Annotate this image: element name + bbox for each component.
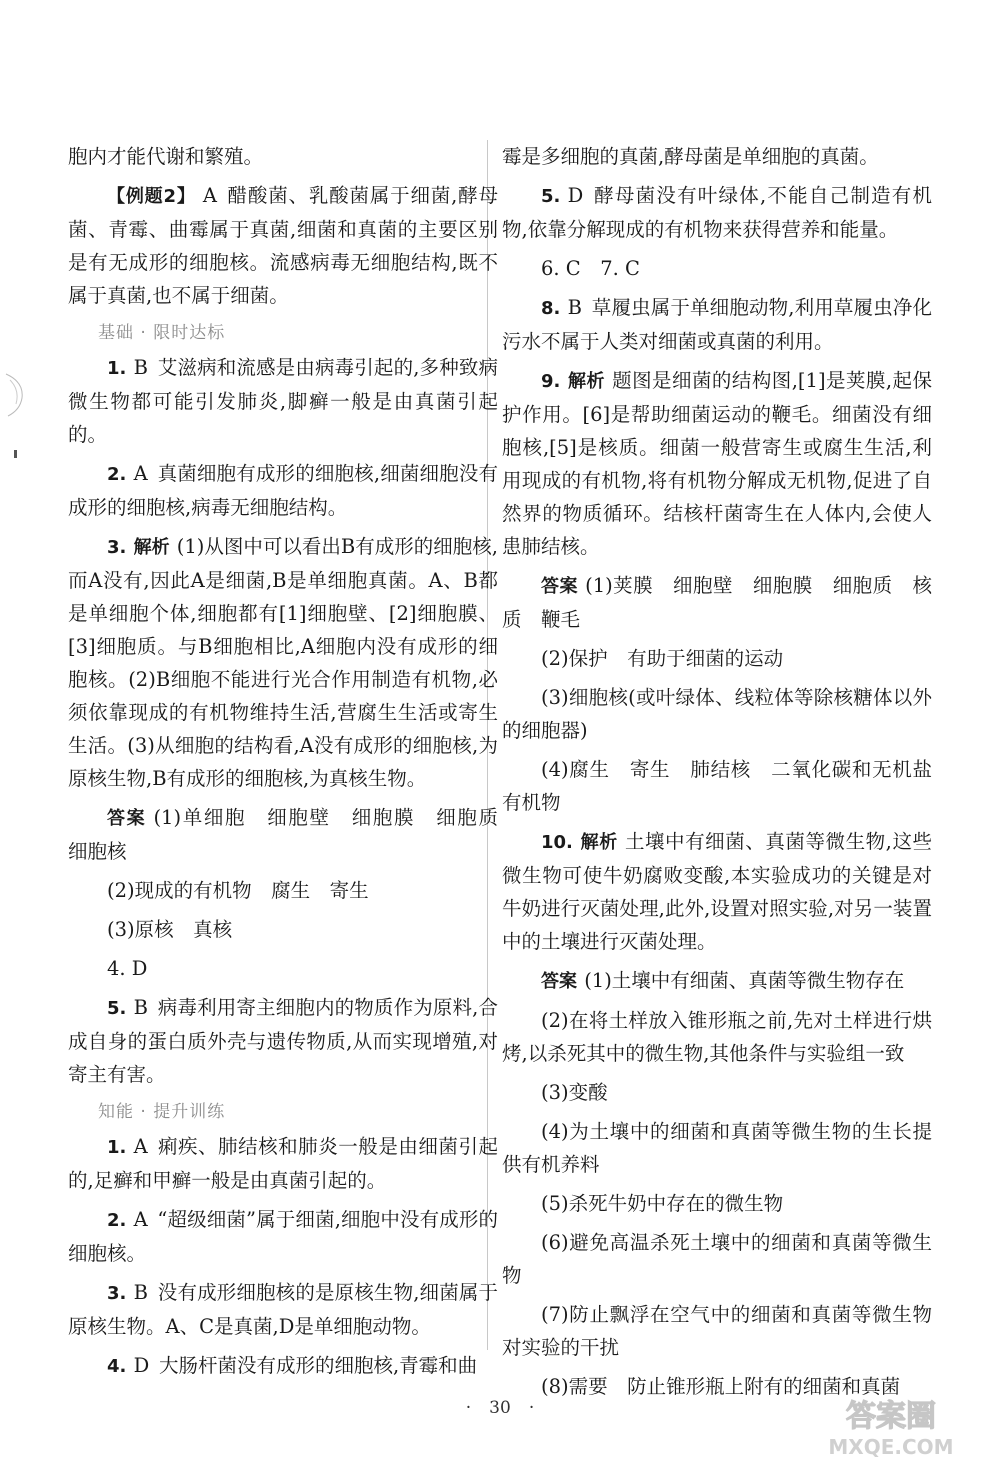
right-column — [502, 140, 952, 1409]
watermark-logo — [803, 1388, 978, 1463]
question-k9: 9. 解析 题图是细菌的结构图,[1]是荚膜,起保护作用。[6]是帮助细菌运动的鞭毛。细菌没有细胞核,[5]是核质。细菌一般营寄生或腐生生活,利用现成的有机物,将有机物分解成无机物,促进了自然界的物质循环。结核杆菌寄生在人体内,会使人患肺结核。 — [502, 369, 932, 558]
answer-line: (5)杀死牛奶中存在的微生物 — [541, 1192, 784, 1215]
answer-line: (2)在将土样放入锥形瓶之前,先对土样进行烘烤,以杀死其中的微生物,其他条件与实验组一致 — [502, 1009, 932, 1065]
answer-line: (6)避免高温杀死土壤中的细菌和真菌等微生物 — [502, 1231, 932, 1287]
answer-letter: A — [202, 184, 217, 207]
example-2 — [68, 179, 498, 312]
question-k8: 8. B 草履虫属于单细胞动物,利用草履虫净化污水不属于人类对细菌或真菌的利用。 — [502, 296, 932, 353]
answer-line: (4)为土壤中的细菌和真菌等微生物的生长提供有机养料 — [502, 1120, 932, 1176]
answer-line: (2)现成的有机物 腐生 寄生 — [107, 879, 369, 902]
paragraph: 胞内才能代谢和繁殖。 — [68, 145, 264, 168]
answer-line: (4)腐生 寄生 肺结核 二氧化碳和无机盐 有机物 — [502, 758, 952, 814]
question-k4: 4. D 大肠杆菌没有成形的细胞核,青霉和曲 — [107, 1354, 478, 1377]
question-k6-k7: 6. C 7. C — [541, 257, 640, 280]
question-k9-answer: 答案 (1)荚膜 细胞壁 细胞膜 细胞质 核质 鞭毛 — [502, 574, 933, 631]
answer-line: (8)需要 防止锥形瓶上附有的细菌和真菌 — [541, 1375, 901, 1398]
question-k3: 3. B 没有成形细胞核的是原核生物,细菌属于原核生物。A、C是真菌,D是单细胞动物。 — [68, 1281, 498, 1338]
question-k10: 10. 解析 土壤中有细菌、真菌等微生物,这些微生物可使牛奶腐败变酸,本实验成功的关键是对牛奶进行灭菌处理,此外,设置对照实验,对另一装置中的土壤进行灭菌处理。 — [502, 830, 932, 953]
watermark-line1: 答案圈 — [846, 1399, 936, 1434]
left-column — [68, 140, 518, 1389]
example-label: 【例题2】 — [107, 186, 196, 207]
answer-line: (2)保护 有助于细菌的运动 — [541, 647, 784, 670]
paragraph: 霉是多细胞的真菌,酵母菌是单细胞的真菌。 — [502, 145, 879, 168]
explanation: 醋酸菌、乳酸菌属于细菌,酵母菌、青霉、曲霉属于真菌,细菌和真菌的主要区别是有无成形的细胞核。流感病毒无细胞结构,既不属于真菌,也不属于细菌。 — [68, 184, 498, 307]
question-2: 2. A 真菌细胞有成形的细胞核,细菌细胞没有成形的细胞核,病毒无细胞结构。 — [68, 462, 498, 519]
answer-line: (3)原核 真核 — [107, 918, 233, 941]
question-k10-answer: 答案 (1)土壤中有细菌、真菌等微生物存在 — [541, 969, 905, 992]
question-3: 3. 解析 (1)从图中可以看出B有成形的细胞核,而A没有,因此A是细菌,B是单细胞真菌。A、B都是单细胞个体,细胞都有[1]细胞壁、[2]细胞膜、[3]细胞质。与B细胞相比,A细胞内没有成形的细胞核。(2)B细胞不能进行光合作用制造有机物,必须依靠现成的有机物维持生活,营腐生生活或寄生生活。(3)从细胞的结构看,A没有成形的细胞核,为原核生物,B有成形的细胞核,为真核生物。 — [68, 535, 498, 790]
question-4: 4. D — [107, 957, 148, 980]
answer-line: (7)防止飘浮在空气中的细菌和真菌等微生物对实验的干扰 — [502, 1303, 932, 1359]
section-heading-advanced: 知能 · 提升训练 — [98, 1102, 226, 1122]
watermark-line2: MXQE.COM — [828, 1435, 954, 1459]
question-3-answer: 答案 (1)单细胞 细胞壁 细胞膜 细胞质 细胞核 — [68, 806, 518, 863]
question-k2: 2. A “超级细菌”属于细菌,细胞中没有成形的细胞核。 — [68, 1208, 498, 1265]
section-heading-basic: 基础 · 限时达标 — [98, 323, 226, 343]
answer-line: (3)细胞核(或叶绿体、线粒体等除核糖体以外的细胞器) — [502, 686, 932, 742]
question-k1: 1. A 痢疾、肺结核和肺炎一般是由细菌引起的,足癣和甲癣一般是由真菌引起的。 — [68, 1135, 498, 1192]
question-5: 5. B 病毒利用寄主细胞内的物质作为原料,合成自身的蛋白质外壳与遗传物质,从而实现增殖,对寄主有害。 — [68, 996, 498, 1086]
page-number: · 30 · — [465, 1398, 535, 1418]
binding-hole-mark — [4, 370, 30, 460]
question-1: 1. B 艾滋病和流感是由病毒引起的,多种致病微生物都可能引发肺炎,脚癣一般是由真菌引起的。 — [68, 356, 498, 446]
question-k5: 5. D 酵母菌没有叶绿体,不能自己制造有机物,依靠分解现成的有机物来获得营养和能量。 — [502, 184, 932, 241]
answer-line: (3)变酸 — [541, 1081, 608, 1104]
